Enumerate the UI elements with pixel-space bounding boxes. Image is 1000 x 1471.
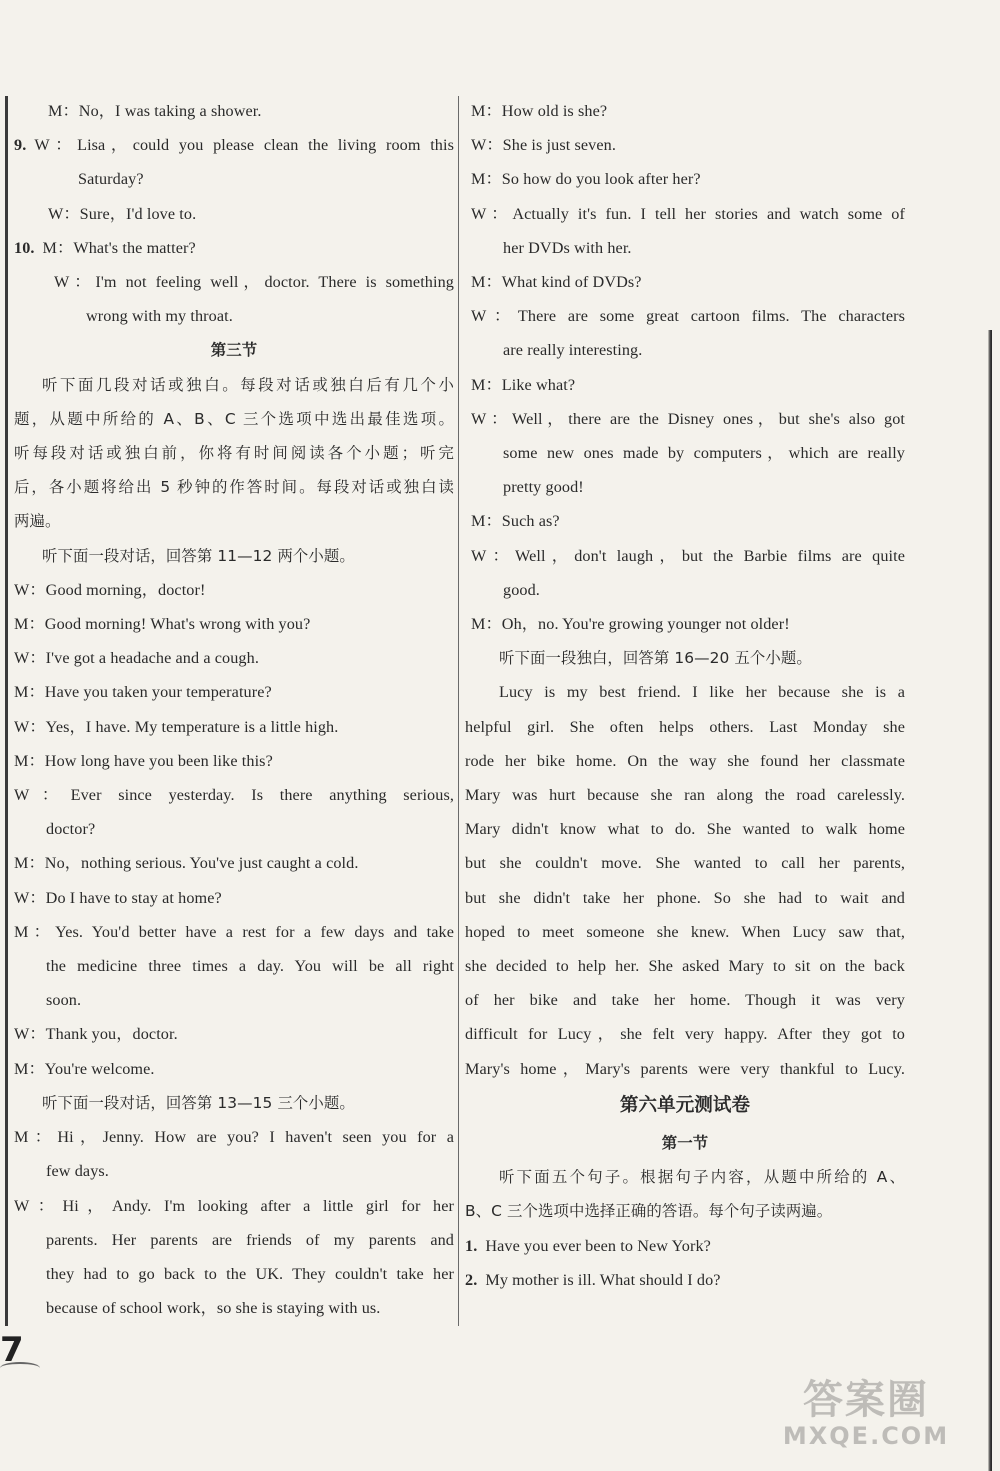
text-line: she decided to help her. She asked Mary to sit on the back: [465, 957, 905, 976]
item-text: M：What's the matter?: [42, 238, 196, 257]
text-line: W：Do I have to stay at home?: [14, 888, 222, 907]
text-line: W：Well，don't laugh，but the Barbie films are quite: [471, 546, 905, 565]
text-line: M：Hi，Jenny. How are you? I haven't seen you for a: [14, 1128, 454, 1147]
item-number: 9.: [14, 136, 27, 155]
page-number-curve: [0, 1362, 40, 1374]
item-number: 10.: [14, 238, 35, 257]
text-line: but she didn't take her phone. So she had to wait and: [465, 888, 905, 907]
text-line: W：Thank you，doctor.: [14, 1025, 178, 1044]
text-line: are really interesting.: [503, 341, 643, 360]
text-line: B、C 三个选项中选择正确的答语。每个句子读两遍。: [465, 1202, 833, 1221]
watermark-line2: MXQE.COM: [782, 1422, 950, 1450]
text-line: because of school work，so she is staying with us.: [46, 1299, 381, 1318]
text-line: M：What kind of DVDs?: [471, 273, 642, 292]
page-right-edge: [988, 330, 992, 1471]
text-line: parents. Her parents are friends of my parents and: [46, 1230, 454, 1249]
text-line: M：So how do you look after her?: [471, 170, 701, 189]
text-line: M：Like what?: [471, 375, 576, 394]
text-line: W：Well，there are the Disney ones，but she's also got: [471, 409, 905, 428]
text-line: they had to go back to the UK. They couldn't take her: [46, 1264, 454, 1283]
text-line: 听下面一段对话，回答第 13—15 三个小题。: [42, 1093, 355, 1112]
text-line: 题，从题中所给的 A、B、C 三个选项中选出最佳选项。: [14, 409, 454, 428]
text-line: [465, 1263, 905, 1297]
text-line: few days.: [46, 1162, 109, 1181]
text-line: doctor?: [46, 820, 96, 839]
text-line: helpful girl. She often helps others. Last Monday she: [465, 717, 905, 736]
item-number: 1.: [465, 1236, 478, 1255]
text-line: wrong with my throat.: [86, 307, 233, 326]
text-line: M：Oh，no. You're growing younger not older!: [471, 615, 790, 634]
text-line: M：Have you taken your temperature?: [14, 683, 272, 702]
text-line: 两遍。: [14, 512, 61, 531]
text-line: W：I've got a headache and a cough.: [14, 649, 259, 668]
text-line: W：Actually it's fun. I tell her stories and watch some of: [471, 204, 905, 223]
watermark-logo: [746, 1378, 986, 1468]
column-divider: [458, 96, 459, 1326]
text-line: rode her bike home. On the way she found her classmate: [465, 751, 905, 770]
text-line: M：How long have you been like this?: [14, 751, 273, 770]
text-line: M：Good morning! What's wrong with you?: [14, 615, 311, 634]
text-line: W：Ever since yesterday. Is there anything serious,: [14, 786, 454, 805]
text-line: W：She is just seven.: [471, 136, 616, 155]
text-line: M：You're welcome.: [14, 1059, 155, 1078]
text-line: soon.: [46, 991, 82, 1010]
text-line: Mary's home，Mary's parents were very thankful to Lucy.: [465, 1059, 905, 1078]
text-line: [465, 1229, 905, 1263]
text-line: W：Hi，Andy. I'm looking after a little girl for her: [14, 1196, 454, 1215]
section-subheading: 第三节: [210, 341, 258, 360]
text-line: M：No，I was taking a shower.: [48, 102, 262, 120]
text-line: [14, 231, 454, 265]
text-line: Mary was hurt because she ran along the road carelessly.: [465, 786, 905, 805]
text-line: 听下面一段独白，回答第 16—20 五个小题。: [499, 649, 812, 668]
text-line: her DVDs with her.: [503, 238, 632, 257]
item-text: My mother is ill. What should I do?: [485, 1270, 721, 1289]
item-text: W：Lisa，could you please clean the living room this: [34, 136, 454, 155]
item-text: Have you ever been to New York?: [485, 1236, 711, 1255]
text-line: but she couldn't move. She wanted to call her parents,: [465, 854, 905, 873]
text-line: 听下面几段对话或独白。每段对话或独白后有几个小: [42, 375, 454, 394]
text-line: hoped to meet someone she knew. When Lucy saw that,: [465, 922, 905, 941]
text-line: Saturday?: [78, 170, 144, 189]
text-line: Lucy is my best friend. I like her because she is a: [499, 683, 905, 702]
text-line: M：Yes. You'd better have a rest for a few days and take: [14, 922, 454, 941]
text-line: W：I'm not feeling well，doctor. There is something: [54, 273, 454, 292]
right-column: [465, 94, 905, 1297]
text-line: the medicine three times a day. You will be all right: [46, 957, 454, 976]
text-line: M：Such as?: [471, 512, 560, 531]
text-line: of her bike and take her home. Though it was very: [465, 991, 905, 1010]
text-line: W：Good morning，doctor!: [14, 580, 206, 599]
text-line: difficult for Lucy，she felt very happy. After they got to: [465, 1025, 905, 1044]
text-line: 后，各小题将给出 5 秒钟的作答时间。每段对话或独白读: [14, 478, 454, 497]
section-subheading: 第一节: [661, 1133, 709, 1152]
text-line: 听下面一段对话，回答第 11—12 两个小题。: [42, 546, 355, 565]
text-line: [14, 128, 454, 162]
text-line: Mary didn't know what to do. She wanted to walk home: [465, 820, 905, 839]
left-column: [14, 94, 454, 1325]
watermark-line1: 答案圈: [803, 1377, 929, 1423]
text-line: W：There are some great cartoon films. The characters: [471, 307, 905, 326]
text-line: pretty good!: [503, 478, 584, 497]
text-line: W：Sure，I'd love to.: [48, 204, 197, 223]
item-number: 2.: [465, 1270, 478, 1289]
page-binding-edge: [5, 96, 8, 1326]
text-line: W：Yes，I have. My temperature is a little high.: [14, 717, 339, 736]
text-line: some new ones made by computers，which are really: [503, 444, 905, 463]
text-line: M：How old is she?: [471, 102, 608, 120]
text-line: 听下面五个句子。根据句子内容，从题中所给的 A、: [499, 1168, 905, 1187]
text-line: 听每段对话或独白前，你将有时间阅读各个小题；听完: [14, 444, 454, 463]
page-number: 7: [0, 1330, 24, 1370]
section-heading: 第六单元测试卷: [619, 1094, 751, 1116]
text-line: good.: [503, 580, 540, 599]
text-line: M：No，nothing serious. You've just caught a cold.: [14, 854, 359, 873]
